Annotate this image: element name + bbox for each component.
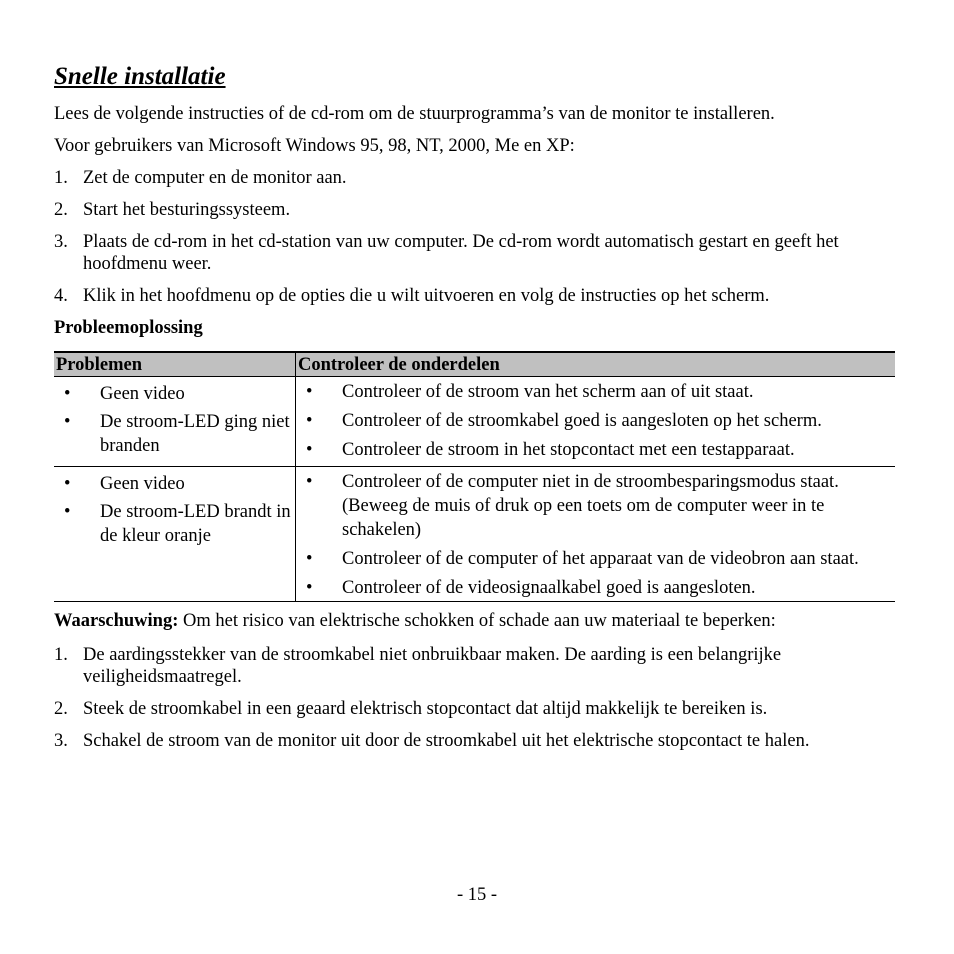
- table-row: [54, 467, 895, 602]
- checks-cell: [296, 467, 896, 602]
- column-header-checks: Controleer de onderdelen: [296, 352, 896, 377]
- problems-cell: [54, 467, 296, 602]
- os-paragraph: Voor gebruikers van Microsoft Windows 95, 98, NT, 2000, Me en XP:: [54, 136, 575, 156]
- troubleshooting-table: [54, 351, 895, 602]
- warning-label: Waarschuwing:: [54, 611, 179, 631]
- page-number: - 15 -: [456, 885, 498, 905]
- intro-paragraph: Lees de volgende instructies of de cd-rom om de stuurprogramma’s van de monitor te installeren.: [54, 104, 775, 124]
- problems-cell: [54, 377, 296, 467]
- list-item: 1. De aardingsstekker van de stroomkabel niet onbruikbaar maken. De aarding is een belangrijke veiligheidsmaatregel.: [54, 645, 782, 687]
- list-item: 4. Klik in het hoofdmenu op de opties die u wilt uitvoeren en volg de instructies op het scherm.: [54, 286, 770, 306]
- column-header-problems: Problemen: [54, 352, 296, 377]
- list-item: 2. Start het besturingssysteem.: [54, 200, 291, 220]
- list-item: • Controleer of de computer of het apparaat van de videobron aan staat.: [306, 549, 859, 569]
- list-item: 3. Schakel de stroom van de monitor uit door de stroomkabel uit het elektrische stopcontact te halen.: [54, 731, 810, 751]
- warning-text: Om het risico van elektrische schokken of schade aan uw materiaal te beperken:: [178, 611, 776, 631]
- list-item: • Geen video: [64, 474, 185, 494]
- warning-steps-list: [54, 644, 896, 752]
- list-item: 1. Zet de computer en de monitor aan.: [54, 168, 347, 188]
- warning-paragraph: [54, 610, 896, 632]
- list-item: • De stroom-LED brandt in de kleur oranje: [64, 502, 291, 546]
- list-item: • Geen video: [64, 384, 185, 404]
- troubleshooting-heading: Probleemoplossing: [54, 318, 203, 338]
- list-item: • Controleer of de computer niet in de stroombesparingsmodus staat.(Beweeg de muis of druk op een toets om de computer weer in te schakelen): [306, 472, 839, 540]
- install-steps-list: [54, 167, 896, 307]
- list-item: • Controleer of de videosignaalkabel goed is aangesloten.: [306, 578, 756, 598]
- page-title: Snelle installatie: [54, 63, 226, 90]
- list-item: • Controleer of de stroom van het scherm aan of uit staat.: [306, 382, 754, 402]
- table-header-row: [54, 352, 895, 377]
- checks-cell: [296, 377, 896, 467]
- table-row: [54, 377, 895, 467]
- list-item: 2. Steek de stroomkabel in een geaard elektrisch stopcontact dat altijd makkelijk te bereiken is.: [54, 699, 768, 719]
- list-item: • Controleer of de stroomkabel goed is aangesloten op het scherm.: [306, 411, 822, 431]
- document-page: [54, 60, 896, 762]
- list-item: • De stroom-LED ging niet branden: [64, 412, 290, 456]
- list-item: • Controleer de stroom in het stopcontact met een testapparaat.: [306, 440, 795, 460]
- list-item: 3. Plaats de cd-rom in het cd-station van uw computer. De cd-rom wordt automatisch gestart en geeft het hoofdmenu weer.: [54, 232, 839, 274]
